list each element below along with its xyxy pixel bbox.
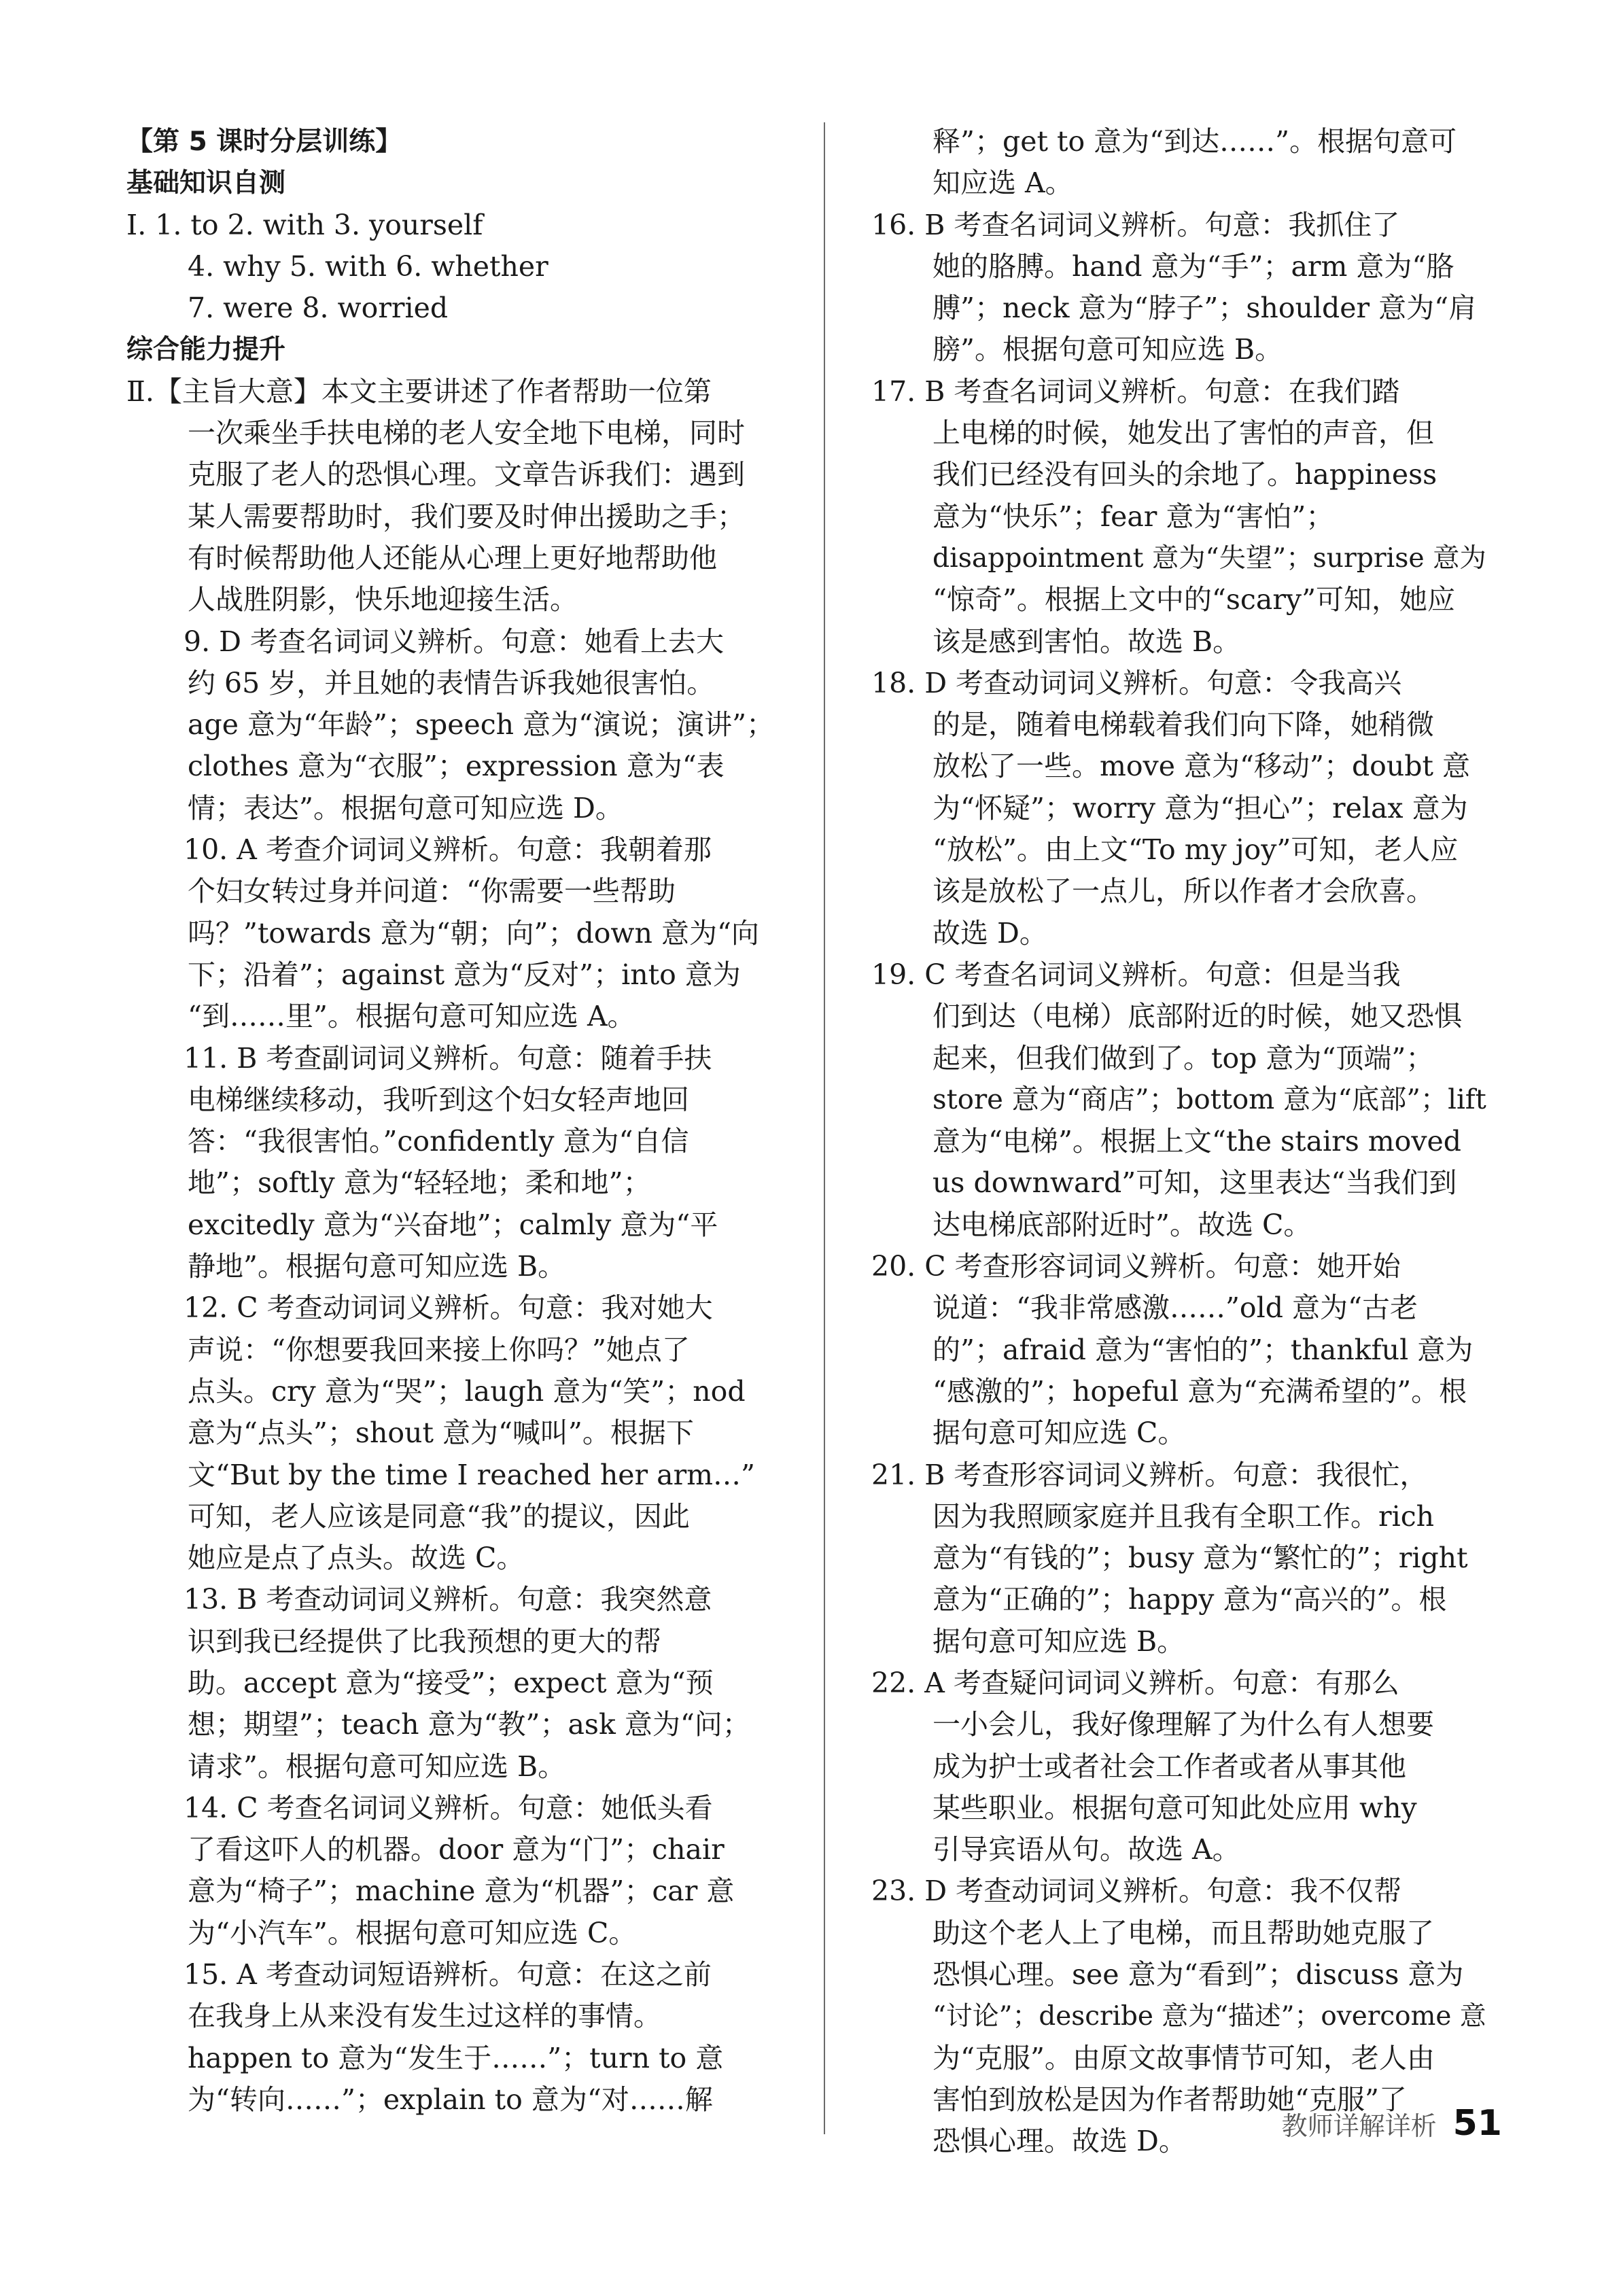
left-text-line: 想；期望”；teach 意为“教”；ask 意为“问； bbox=[188, 1708, 750, 1741]
right-text-line: 一小会儿，我好像理解了为什么有人想要 bbox=[932, 1708, 1434, 1741]
left-text-line: 14. C 考查名词词义辨析。句意：她低头看 bbox=[184, 1791, 713, 1824]
left-text-line: 克服了老人的恐惧心理。文章告诉我们：遇到 bbox=[188, 458, 745, 491]
right-text-line: 23. D 考查动词词义辨析。句意：我不仅帮 bbox=[871, 1875, 1402, 1908]
left-text-line: “到……里”。根据句意可知应选 A。 bbox=[188, 1000, 635, 1033]
right-text-line: 22. A 考查疑问词词义辨析。句意：有那么 bbox=[871, 1666, 1399, 1699]
left-text-line: Ⅰ. 1. to 2. with 3. yourself bbox=[126, 208, 483, 241]
right-text-line: “惊奇”。根据上文中的“scary”可知，她应 bbox=[932, 583, 1456, 616]
right-text-line: 意为“快乐”；fear 意为“害怕”； bbox=[932, 500, 1334, 533]
right-text-line: 膀”。根据句意可知应选 B。 bbox=[932, 333, 1283, 366]
left-text-line: clothes 意为“衣服”；expression 意为“表 bbox=[188, 750, 725, 783]
left-text-line: 助。accept 意为“接受”；expect 意为“预 bbox=[188, 1666, 714, 1699]
left-text-line: 在我身上从来没有发生过这样的事情。 bbox=[188, 2000, 661, 2033]
right-text-line: 说道：“我非常感激……”old 意为“古老 bbox=[932, 1291, 1418, 1325]
left-text-line: 15. A 考查动词短语辨析。句意：在这之前 bbox=[184, 1958, 712, 1991]
right-text-line: 成为护士或者社会工作者或者从事其他 bbox=[932, 1750, 1406, 1783]
right-text-line: “感激的”；hopeful 意为“充满希望的”。根 bbox=[932, 1374, 1467, 1408]
left-text-line: 基础知识自测 bbox=[126, 168, 286, 199]
right-text-line: 知应选 A。 bbox=[932, 167, 1073, 200]
right-text-line: 据句意可知应选 C。 bbox=[932, 1416, 1186, 1450]
left-text-line: 10. A 考查介词词义辨析。句意：我朝着那 bbox=[184, 833, 712, 867]
page-footer bbox=[1230, 2096, 1502, 2151]
right-text-line: 该是感到害怕。故选 B。 bbox=[932, 625, 1241, 658]
right-text-line: 恐惧心理。故选 D。 bbox=[932, 2125, 1187, 2158]
right-text-line: 达电梯底部附近时”。故选 C。 bbox=[932, 1208, 1312, 1241]
left-text-line: 某人需要帮助时，我们要及时伸出援助之手； bbox=[188, 500, 745, 533]
left-text-line: 静地”。根据句意可知应选 B。 bbox=[188, 1250, 566, 1283]
right-text-line: 17. B 考查名词词义辨析。句意：在我们踏 bbox=[871, 375, 1400, 408]
left-text-line: 识到我已经提供了比我预想的更大的帮 bbox=[188, 1624, 661, 1658]
left-text-line: 为“小汽车”。根据句意可知应选 C。 bbox=[188, 1916, 637, 1949]
left-text-line: 情；表达”。根据句意可知应选 D。 bbox=[188, 791, 623, 824]
right-text-line: 害怕到放松是因为作者帮助她“克服”了 bbox=[932, 2083, 1407, 2116]
right-text-line: 我们已经没有回头的余地了。happiness bbox=[932, 458, 1437, 491]
right-text-line: 的”；afraid 意为“害怕的”；thankful 意为 bbox=[932, 1333, 1474, 1366]
left-text-line: 请求”。根据句意可知应选 B。 bbox=[188, 1750, 566, 1783]
left-text-line: Ⅱ.【主旨大意】本文主要讲述了作者帮助一位第 bbox=[126, 375, 712, 408]
right-text-line: 起来，但我们做到了。top 意为“顶端”； bbox=[932, 1041, 1434, 1075]
right-text-line: 意为“正确的”；happy 意为“高兴的”。根 bbox=[932, 1583, 1447, 1616]
left-text-line: 综合能力提升 bbox=[126, 334, 286, 366]
right-text-line: 为“怀疑”；worry 意为“担心”；relax 意为 bbox=[932, 791, 1468, 824]
left-text-line: 11. B 考查副词词义辨析。句意：随着手扶 bbox=[184, 1041, 712, 1075]
left-text-line: 点头。cry 意为“哭”；laugh 意为“笑”；nod bbox=[188, 1374, 746, 1408]
right-text-line: 们到达（电梯）底部附近的时候，她又恐惧 bbox=[932, 1000, 1462, 1033]
right-text-line: 某些职业。根据句意可知此处应用 why bbox=[932, 1791, 1417, 1824]
left-text-line: 约 65 岁，并且她的表情告诉我她很害怕。 bbox=[188, 666, 715, 699]
right-text-line: 上电梯的时候，她发出了害怕的声音，但 bbox=[932, 417, 1434, 450]
right-text-line: 她的胳膊。hand 意为“手”；arm 意为“胳 bbox=[932, 249, 1454, 283]
left-text-line: 7. were 8. worried bbox=[188, 292, 449, 325]
left-text-line: 文“But by the time I reached her arm…” bbox=[188, 1458, 756, 1491]
left-text-line: 13. B 考查动词词义辨析。句意：我突然意 bbox=[184, 1583, 712, 1616]
left-text-line: 【第 5 课时分层训练】 bbox=[126, 126, 402, 157]
left-text-line: 电梯继续移动，我听到这个妇女轻声地回 bbox=[188, 1083, 689, 1116]
left-text-line: excitedly 意为“兴奋地”；calmly 意为“平 bbox=[188, 1208, 718, 1241]
right-text-line: 意为“电梯”。根据上文“the stairs moved bbox=[932, 1125, 1462, 1158]
left-text-line: 可知，老人应该是同意“我”的提议，因此 bbox=[188, 1499, 690, 1533]
right-text-line: 故选 D。 bbox=[932, 916, 1047, 950]
right-text-line: store 意为“商店”；bottom 意为“底部”；lift bbox=[932, 1083, 1486, 1115]
left-column bbox=[126, 121, 779, 2121]
right-text-line: 16. B 考查名词词义辨析。句意：我抓住了 bbox=[871, 208, 1400, 241]
left-text-line: 一次乘坐手扶电梯的老人安全地下电梯，同时 bbox=[188, 417, 745, 450]
left-text-line: 4. why 5. with 6. whether bbox=[188, 249, 548, 283]
left-text-line: 12. C 考查动词词义辨析。句意：我对她大 bbox=[184, 1291, 713, 1325]
right-text-line: 释”；get to 意为“到达……”。根据句意可 bbox=[932, 125, 1457, 158]
left-text-line: 地”；softly 意为“轻轻地；柔和地”； bbox=[188, 1166, 651, 1200]
left-text-line: 有时候帮助他人还能从心理上更好地帮助他 bbox=[188, 541, 717, 574]
left-text-line: 她应是点了点头。故选 C。 bbox=[188, 1542, 525, 1575]
right-text-line: 该是放松了一点儿，所以作者才会欣喜。 bbox=[932, 875, 1434, 908]
left-text-line: 个妇女转过身并问道：“你需要一些帮助 bbox=[188, 875, 676, 908]
left-text-line: 意为“点头”；shout 意为“喊叫”。根据下 bbox=[188, 1416, 694, 1450]
footer-label: 教师详解详析 bbox=[1281, 2110, 1437, 2141]
right-text-line: 引导宾语从句。故选 A。 bbox=[932, 1833, 1240, 1866]
right-column bbox=[871, 121, 1486, 2163]
left-text-line: 下；沿着”；against 意为“反对”；into 意为 bbox=[188, 958, 741, 991]
right-text-line: disappointment 意为“失望”；surprise 意为 bbox=[932, 542, 1486, 574]
left-text-line: 吗？”towards 意为“朝；向”；down 意为“向 bbox=[188, 916, 759, 950]
right-text-line: 20. C 考查形容词词义辨析。句意：她开始 bbox=[871, 1250, 1401, 1283]
right-text-line: 为“克服”。由原文故事情节可知，老人由 bbox=[932, 2041, 1435, 2074]
left-text-line: 人战胜阴影，快乐地迎接生活。 bbox=[188, 583, 578, 616]
right-text-line: us downward”可知，这里表达“当我们到 bbox=[932, 1166, 1457, 1200]
right-text-line: 因为我照顾家庭并且我有全职工作。rich bbox=[932, 1499, 1435, 1533]
left-text-line: 9. D 考查名词词义辨析。句意：她看上去大 bbox=[184, 625, 725, 658]
right-text-line: 膊”；neck 意为“脖子”；shoulder 意为“肩 bbox=[932, 292, 1477, 325]
left-text-line: 为“转向……”；explain to 意为“对……解 bbox=[188, 2083, 713, 2116]
left-text-line: 答：“我很害怕。”confidently 意为“自信 bbox=[188, 1125, 689, 1158]
left-text-line: 了看这吓人的机器。door 意为“门”；chair bbox=[188, 1833, 725, 1866]
left-text-line: 声说：“你想要我回来接上你吗？”她点了 bbox=[188, 1333, 690, 1366]
right-text-line: “放松”。由上文“To my joy”可知，老人应 bbox=[932, 833, 1459, 867]
right-text-line: 助这个老人上了电梯，而且帮助她克服了 bbox=[932, 1916, 1434, 1949]
right-text-line: “讨论”；describe 意为“描述”；overcome 意 bbox=[932, 2001, 1486, 2032]
left-text-line: age 意为“年龄”；speech 意为“演说；演讲”； bbox=[188, 708, 775, 742]
right-text-line: 的是，随着电梯载着我们向下降，她稍微 bbox=[932, 708, 1434, 742]
left-text-line: happen to 意为“发生于……”；turn to 意 bbox=[188, 2041, 724, 2074]
right-text-line: 据句意可知应选 B。 bbox=[932, 1624, 1185, 1658]
right-text-line: 19. C 考查名词词义辨析。句意：但是当我 bbox=[871, 958, 1401, 991]
left-text-line: 意为“椅子”；machine 意为“机器”；car 意 bbox=[188, 1875, 735, 1908]
right-text-line: 21. B 考查形容词词义辨析。句意：我很忙， bbox=[871, 1458, 1428, 1491]
right-text-line: 恐惧心理。see 意为“看到”；discuss 意为 bbox=[932, 1958, 1464, 1991]
right-text-line: 放松了一些。move 意为“移动”；doubt 意 bbox=[932, 750, 1471, 783]
right-text-line: 意为“有钱的”；busy 意为“繁忙的”；right bbox=[932, 1542, 1468, 1575]
page-number: 51 bbox=[1452, 2103, 1502, 2144]
column-divider bbox=[824, 122, 825, 2134]
right-text-line: 18. D 考查动词词义辨析。句意：令我高兴 bbox=[871, 666, 1402, 699]
